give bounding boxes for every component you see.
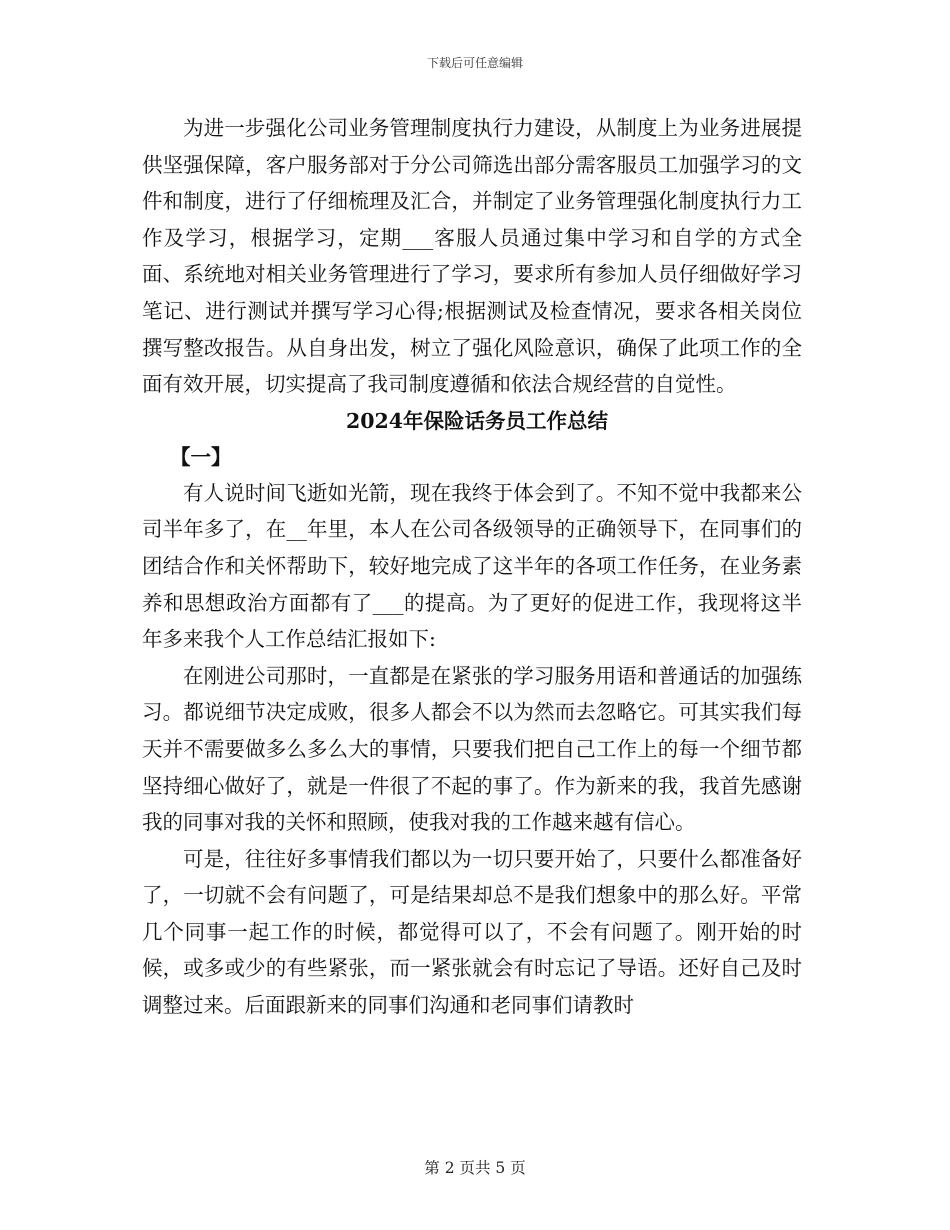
download-note: 下载后可任意编辑	[426, 56, 523, 70]
paragraph: 有人说时间飞逝如光箭，现在我终于体会到了。不知不觉中我都来公司半年多了，在__年里，本人在公司各级领导的正确领导下，在同事们的团结合作和关怀帮助下，较好地完成了这半年的各项工作任务，在业务素养和思想政治方面都有了___的提高。为了更好的促进工作，我现将这半年多来我个人工作总结汇报如下:	[142, 480, 802, 652]
intro-paragraph: 为进一步强化公司业务管理制度执行力建设，从制度上为业务进展提供坚强保障，客户服务部对于分公司筛选出部分需客服员工加强学习的文件和制度，进行了仔细梳理及汇合，并制定了业务管理强化制度执行力工作及学习，根据学习，定期___客服人员通过集中学习和自学的方式全面、系统地对相关业务管理进行了学习，要求所有参加人员仔细做好学习笔记、进行测试并撰写学习心得;根据测试及检查情况，要求各相关岗位撰写整改报告。从自身出发，树立了强化风险意识，确保了此项工作的全面有效开展，切实提高了我司制度遵循和依法合规经营的自觉性。	[142, 116, 802, 397]
document-body	[142, 110, 802, 1024]
paragraph: 在刚进公司那时，一直都是在紧张的学习服务用语和普通话的加强练习。都说细节决定成败，很多人都会不以为然而去忽略它。可其实我们每天并不需要做多么多么大的事情，只要我们把自己工作上的每一个细节都坚持细心做好了，就是一件很了不起的事了。作为新来的我，我首先感谢我的同事对我的关怀和照顾，使我对我的工作越来越有信心。	[142, 663, 802, 835]
document-title: 2024年保险话务员工作总结	[345, 408, 609, 433]
paragraph: 可是，往往好多事情我们都以为一切只要开始了，只要什么都准备好了，一切就不会有问题了，可是结果却总不是我们想象中的那么好。平常几个同事一起工作的时候，都觉得可以了，不会有问题了。刚开始的时候，或多或少的有些紧张，而一紧张就会有时忘记了导语。还好自己及时调整过来。后面跟新来的同事们沟通和老同事们请教时	[142, 846, 802, 1018]
page-number: 第 2 页共 5 页	[424, 1159, 526, 1177]
section-label: 【一】	[170, 444, 232, 469]
